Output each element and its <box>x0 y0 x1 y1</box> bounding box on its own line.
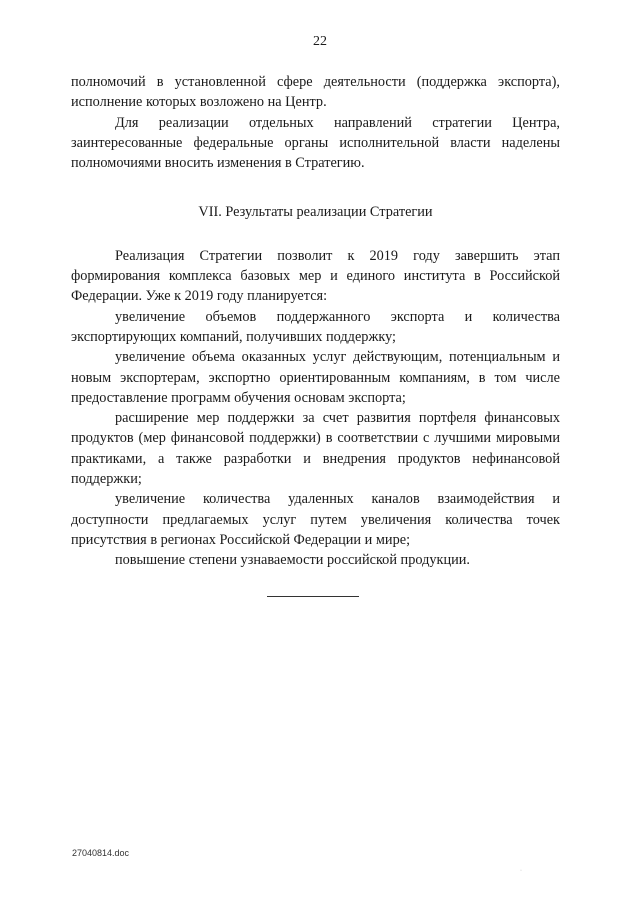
list-item: повышение степени узнаваемости российской продукции. <box>115 552 470 569</box>
list-item: увеличение объема оказанных услуг действующим, потенциальным и новым экспортерам, экспортно ориентированным компаниям, в том числе предоставление программ обучения основам экспорта; <box>71 349 560 406</box>
section-heading: VII. Результаты реализации Стратегии <box>198 204 433 221</box>
document-filename: 27040814.doc <box>72 848 130 858</box>
page-number: 22 <box>313 34 327 49</box>
corner-mark: · <box>520 868 522 874</box>
paragraph-strategy-changes: Для реализации отдельных направлений стратегии Центра, заинтересованные федеральные органы исполнительной власти наделены полномочиями вносить изменения в Стратегию. <box>71 114 560 172</box>
paragraph-results-intro: Реализация Стратегии позволит к 2019 году завершить этап формирования комплекса базовых мер и единого института в Российской Федерации. Уже к 2019 году планируется: <box>71 247 560 305</box>
list-item: расширение мер поддержки за счет развития портфеля финансовых продуктов (мер финансовой поддержки) в соответствии с лучшими мировыми практиками, а также разработки и внедрения продуктов нефинансовой поддержки; <box>71 410 560 488</box>
list-item: увеличение объемов поддержанного экспорта и количества экспортирующих компаний, получивших поддержку; <box>71 308 560 345</box>
document-body <box>71 72 560 571</box>
end-divider <box>267 596 359 597</box>
list-item: увеличение количества удаленных каналов взаимодействия и доступности предлагаемых услуг путем увеличения количества точек присутствия в регионах Российской Федерации и мире; <box>71 491 560 548</box>
paragraph-continuation: полномочий в установленной сфере деятельности (поддержка экспорта), исполнение которых возложено на Центр. <box>71 74 560 111</box>
